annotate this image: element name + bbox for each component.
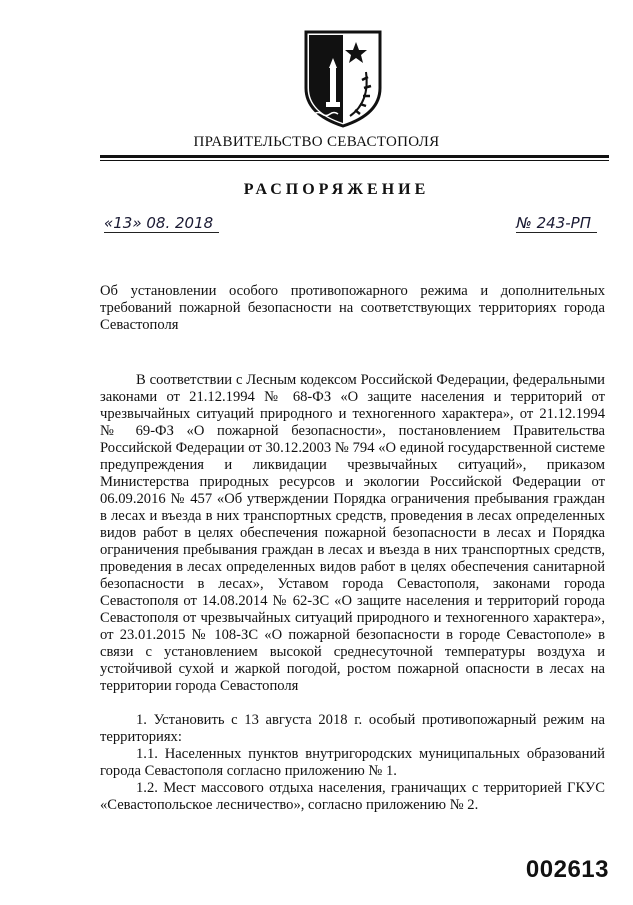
- sevastopol-coat-of-arms-icon: [300, 28, 386, 130]
- document-type: РАСПОРЯЖЕНИЕ: [243, 181, 430, 198]
- header-divider-thick: [100, 155, 609, 158]
- preamble-paragraph: В соответствии с Лесным кодексом Российской Федерации, федеральными законами от 21.12.1994 № 68-ФЗ «О защите населения и территорий от чрезвычайных ситуаций природного и техногенного характера», от 21.12.1994 № 69-ФЗ «О пожарной безопасности», постановлением Правительства Российской Федерации от 30.12.2003 № 794 «О единой государственной системе предупреждения и ликвидации чрезвычайных ситуаций», приказом Министерства природных ресурсов и экологии Российской Федерации от 06.09.2016 № 457 «Об утверждении Порядка ограничения пребывания граждан в лесах и въезда в них транспортных средств, проведения в лесах определенных видов работ в целях обеспечения пожарной безопасности в лесах и Порядка ограничения пребывания граждан в лесах и въезда в них транспортных средств, проведения в лесах определенных видов работ в целях обеспечения санитарной безопасности в лесах», Уставом города Севастополя, законами города Севастополя от 14.08.2014 № 62-ЗС «О защите населения и территорий города Севастополя от чрезвычайных ситуаций природного и техногенного характера», от 23.01.2015 № 108-ЗС «О пожарной безопасности в городе Севастополе» в связи с установлением высокой среднесуточной температуры воздуха и устойчивой сухой и жаркой погодой, ростом пожарной опасности в лесах на территории города Севастополя: [100, 372, 605, 694]
- document-number: № 243-РП: [516, 214, 597, 233]
- header-divider-thin: [100, 160, 609, 161]
- item-1-1: 1.1. Населенных пунктов внутригородских муниципальных образований города Севастополя согласно приложению № 1.: [100, 746, 605, 779]
- document-body: [100, 372, 605, 814]
- item-1: 1. Установить с 13 августа 2018 г. особый противопожарный режим на территориях:: [100, 712, 605, 745]
- document-date: «13» 08. 2018: [104, 214, 219, 233]
- serial-number: 002613: [525, 856, 609, 883]
- item-1-2: 1.2. Мест массового отдыха населения, граничащих с территорией ГКУС «Севастопольское лесничество», согласно приложению № 2.: [100, 780, 605, 813]
- document-title: Об установлении особого противопожарного режима и дополнительных требований пожарной безопасности на соответствующих территориях города Севастополя: [100, 283, 605, 333]
- organization-name: ПРАВИТЕЛЬСТВО СЕВАСТОПОЛЯ: [193, 134, 440, 150]
